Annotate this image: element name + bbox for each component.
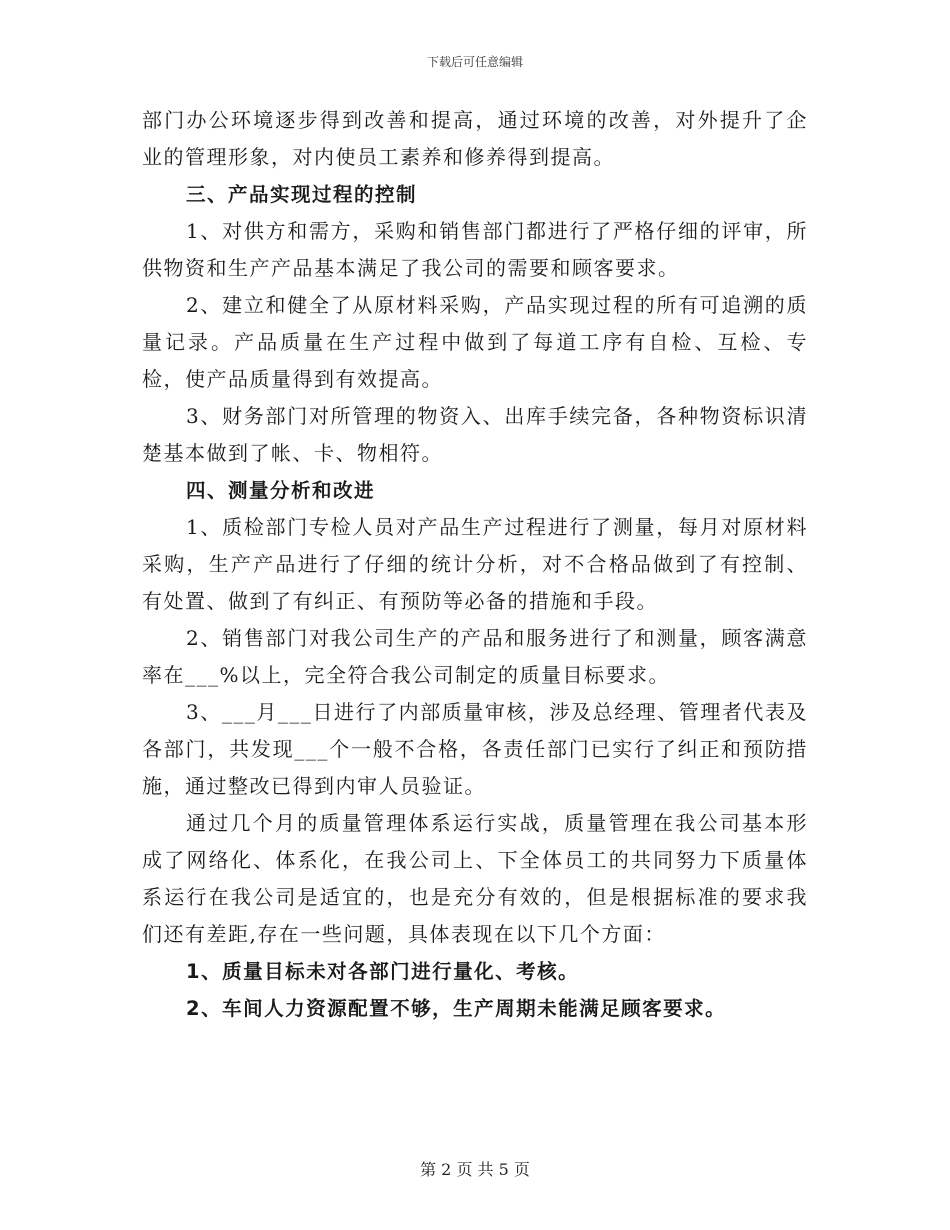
paragraph: 2、销售部门对我公司生产的产品和服务进行了和测量，顾客满意率在___%以上，完全符合我公司制定的质量目标要求。 [142, 626, 808, 687]
section-heading: 三、产品实现过程的控制 [186, 183, 418, 206]
page-header: 下载后可任意编辑 [426, 55, 523, 69]
paragraph: 3、财务部门对所管理的物资入、出库手续完备，各种物资标识清楚基本做到了帐、卡、物相符。 [142, 404, 808, 465]
paragraph: 2、建立和健全了从原材料采购，产品实现过程的所有可追溯的质量记录。产品质量在生产过程中做到了每道工序有自检、互检、专检，使产品质量得到有效提高。 [142, 293, 808, 391]
paragraph: 3、___月___日进行了内部质量审核，涉及总经理、管理者代表及各部门，共发现___个一般不合格，各责任部门已实行了纠正和预防措施，通过整改已得到内审人员验证。 [142, 700, 808, 798]
section-heading: 四、测量分析和改进 [186, 479, 376, 502]
paragraph: 部门办公环境逐步得到改善和提高，通过环境的改善，对外提升了企业的管理形象，对内使员工素养和修养得到提高。 [142, 108, 808, 169]
document-body [142, 102, 808, 1027]
paragraph: 1、质检部门专检人员对产品生产过程进行了测量，每月对原材料采购，生产产品进行了仔细的统计分析，对不合格品做到了有控制、有处置、做到了有纠正、有预防等必备的措施和手段。 [142, 515, 808, 613]
paragraph: 通过几个月的质量管理体系运行实战，质量管理在我公司基本形成了网络化、体系化，在我公司上、下全体员工的共同努力下质量体系运行在我公司是适宜的，也是充分有效的，但是根据标准的要求我们还有差距,存在一些问题，具体表现在以下几个方面： [142, 811, 808, 946]
issue-item: 1、质量目标未对各部门进行量化、考核。 [186, 960, 580, 983]
paragraph: 1、对供方和需方，采购和销售部门都进行了严格仔细的评审，所供物资和生产产品基本满足了我公司的需要和顾客要求。 [142, 219, 808, 280]
page-footer: 第 2 页 共 5 页 [420, 1160, 530, 1179]
issue-item: 2、车间人力资源配置不够，生产周期未能满足顾客要求。 [186, 997, 727, 1020]
